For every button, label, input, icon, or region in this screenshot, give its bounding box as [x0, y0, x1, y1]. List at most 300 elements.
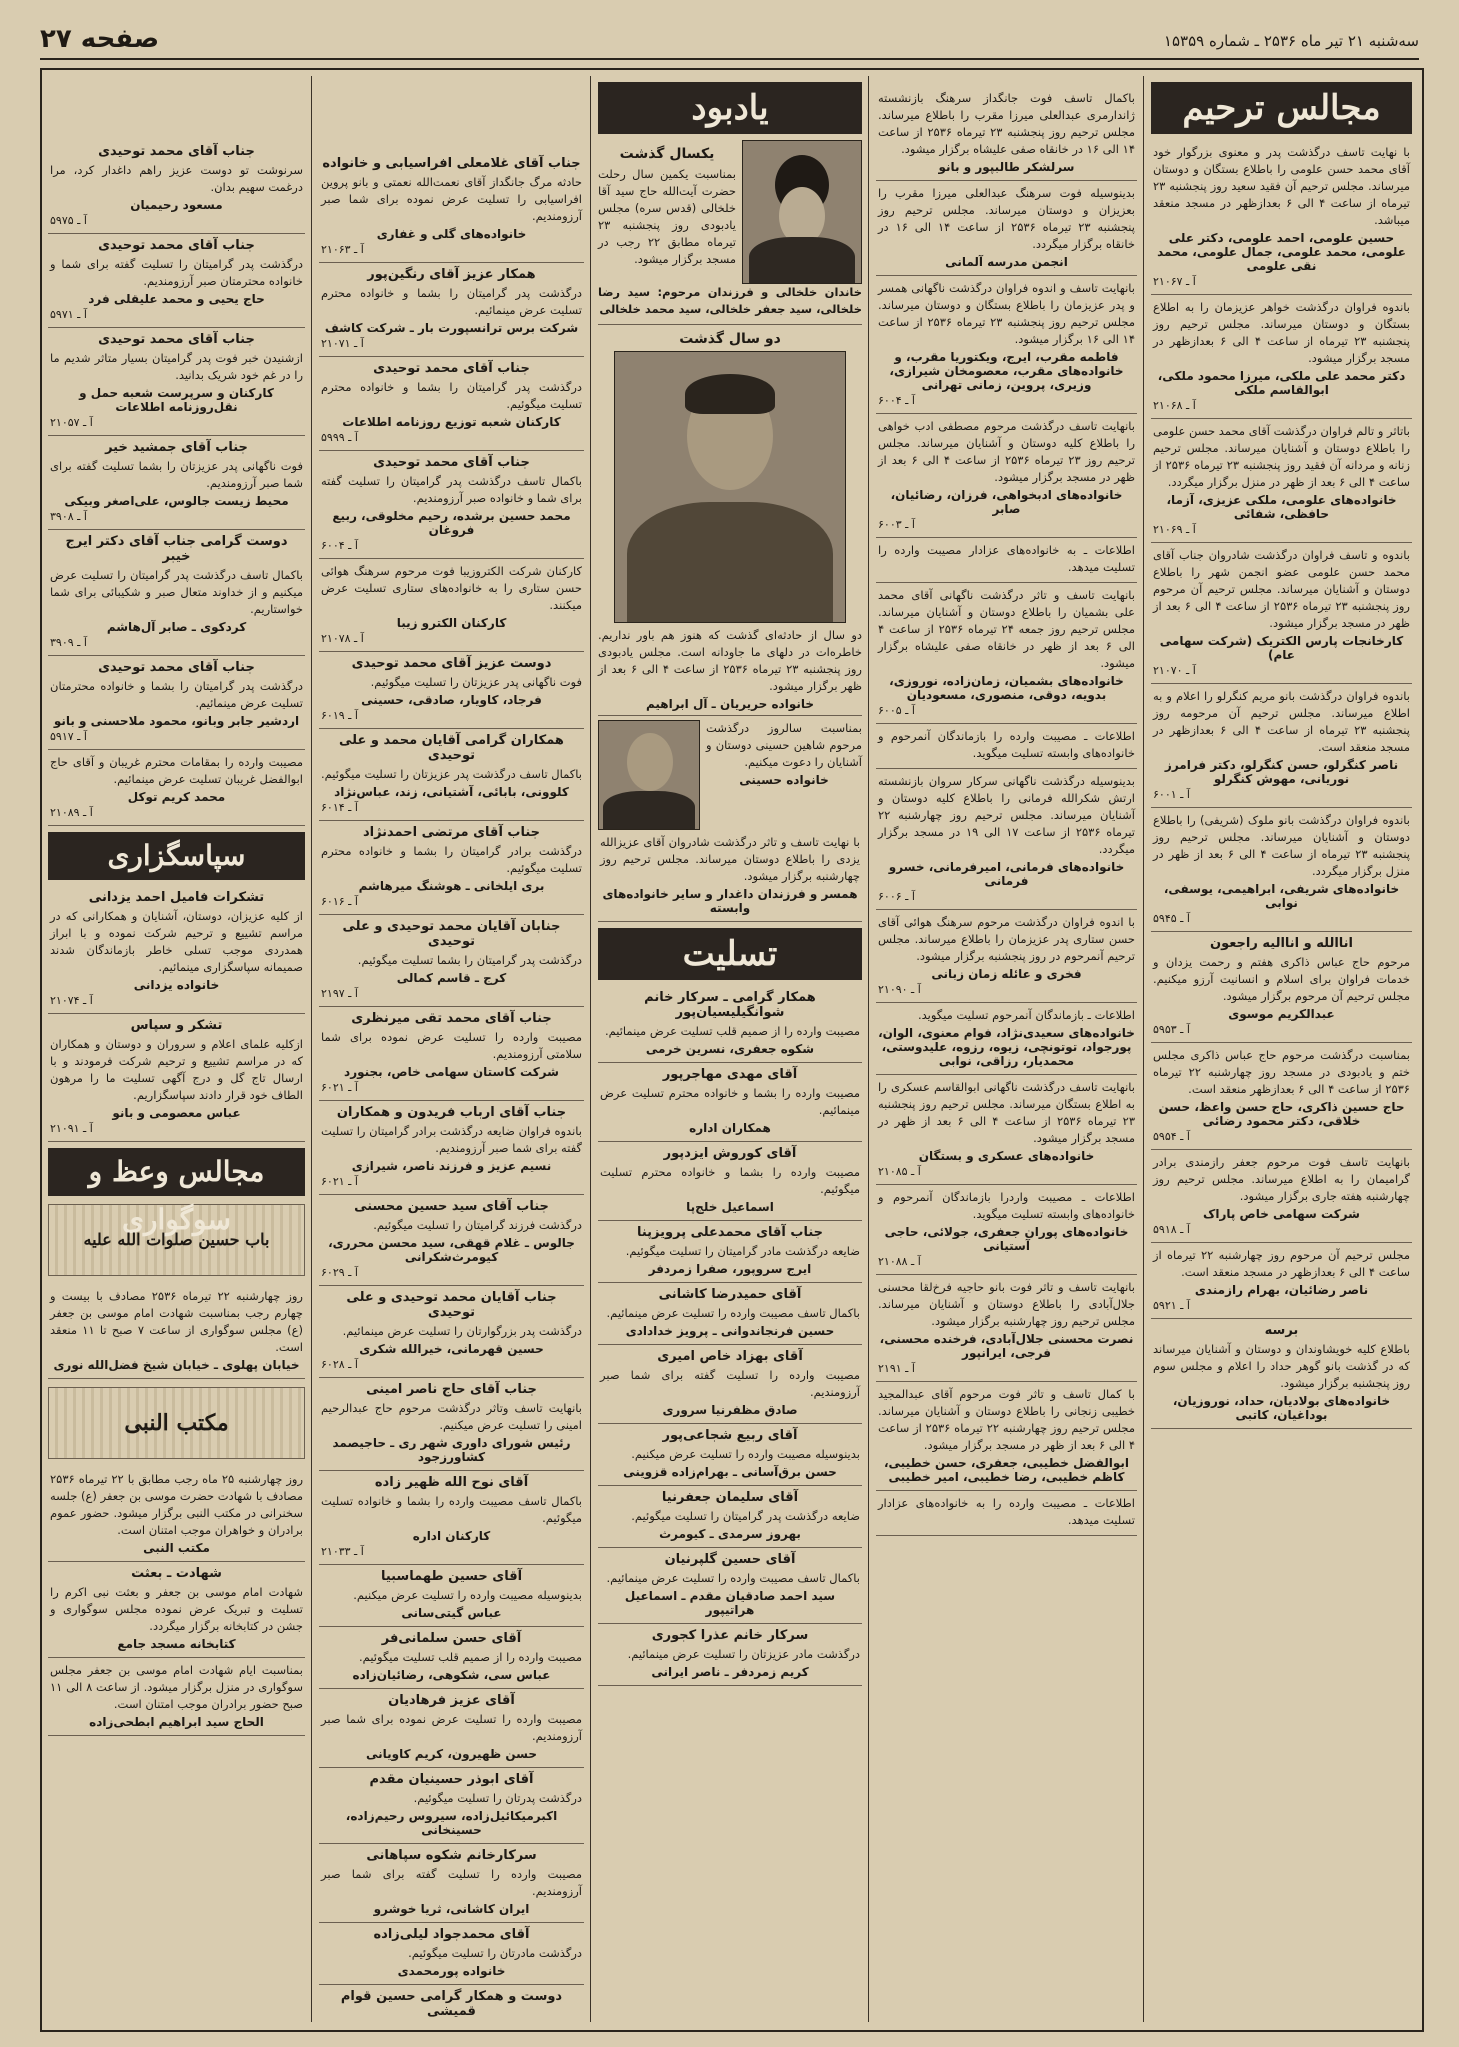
notice-title: دوست عزیز آقای محمد توحیدی: [351, 656, 552, 671]
majales-notice: [876, 538, 1137, 583]
notice-body: بانهایت تاسف وتاثر درگذشت مرحوم حاج عبدالرحیم امینی را تسلیت عرض میکنیم.: [321, 1401, 582, 1432]
notice-sign: رئیس شورای داوری شهر ری ـ حاجیصمد کشاورزجود: [332, 1436, 571, 1464]
notice-sign: شرکت برس ترانسپورت بار ـ شرکت کاشف: [324, 321, 579, 335]
notice-sign: کارکنان الکترو زیبا: [396, 616, 507, 630]
majales-notice: [876, 1382, 1137, 1491]
notice-body: باکمال تاسف فوت جانگداز سرهنگ بازنشسته ژاندارمری عبدالعلی میرزا مقرب را باطلاع میرساند. مجلس ترحیم روز پنجشنبه ۲۳ تیرماه ۲۵۳۶ از ساعت ۱۴ الی ۱۶ در خانقاه صفی علیشاه برگزار میشود.: [878, 91, 1135, 156]
portrait-photo-cleric: [742, 140, 862, 284]
notice-body: با نهایت تاسف درگذشت پدر و معنوی بزرگوار خود آقای محمد حسن علومی را باطلاع بستگان و دوستان میرساند. مجلس ترحیم آن فقید سعید روز پنجشنبه ۲۳ تیرماه از ساعت ۴ الی ۶ بعدازظهر در مسجد منعقد میباشد.: [1153, 145, 1410, 227]
tasliat-notice: [598, 1221, 862, 1283]
majales-notice: [1151, 419, 1412, 543]
tasliat-notice: [319, 559, 584, 652]
notice-sign: شرکت سهامی خاص پاراک: [1203, 1207, 1360, 1221]
majales-notice: [1151, 1043, 1412, 1150]
notice-title: جناب آقای غلامعلی افراسیابی و خانواده: [322, 156, 581, 171]
notice-title: آقای مهدی مهاجرپور: [662, 1067, 798, 1082]
yadbood-sign-3: خانواده حسینی: [739, 773, 829, 787]
notice-code: آ ـ ۶۰۲۹: [321, 1266, 358, 1279]
notice-sign: ابوالفضل خطیبی، جعفری، حسن خطیبی، کاظم خطیبی، رضا خطیبی، امیر خطیبی: [883, 1456, 1130, 1484]
notice-title: جناب آقای جمشید خیر: [105, 440, 248, 455]
tasliat-notice: [319, 152, 584, 263]
tasliat-notice: [319, 915, 584, 1007]
notice-title: آقای بهزاد خاص امیری: [657, 1349, 803, 1364]
notice-body: بانهایت تاسف و تاثر فوت بانو حاجیه فرخ‌لقا محسنی جلال‌آبادی را باطلاع دوستان و آشنایان میرساند. مجلس ترحیم روز چهارشنبه برگزار میشود.: [878, 1280, 1135, 1328]
majales-notice: [876, 414, 1137, 538]
notice-code: آ ـ ۲۱۰۶۸: [1153, 399, 1196, 412]
notice-sign: بهروز سرمدی ـ کیومرث: [659, 1527, 801, 1541]
tasliat-notice: [48, 750, 305, 826]
notice-code: آ ـ ۶۰۲۸: [321, 1358, 358, 1371]
notice-sign: الحاج سید ابراهیم ابطحی‌زاده: [89, 1715, 264, 1729]
notice-sign: خانواده‌های بولادیان، حداد، نوروزیان، بوداغیان، کاتبی: [1172, 1394, 1391, 1422]
yadbood-text-2: دو سال از حادثه‌ای گذشت که هنوز هم باور نداریم. خاطره‌ات در دلهای ما جاودانه است. مجلس یادبودی روز پنجشنبه ۲۳ تیرماه ۲۵۳۶ از ساعت ۴ الی ۶ بعد از ظهر برگزار میشود.: [598, 628, 862, 693]
notice-title: تشکرات فامیل احمد یزدانی: [88, 890, 265, 905]
column-majales-2: [870, 76, 1143, 2022]
notice-body: بدینوسیله فوت سرهنگ عبدالعلی میرزا مقرب را بعزیزان و دوستان میرساند. مجلس ترحیم روز پنجشنبه ۲۳ تیرماه ۲۵۳۶ از ساعت ۱۴ الی ۱۶ در خانقاه برگزار میگردد.: [878, 186, 1135, 251]
notice-body: درگذشت برادر گرامیتان را بشما و خانواده محترم تسلیت میگوئیم.: [321, 844, 582, 875]
notice-sign: خانواده‌های علومی، ملکی عزیزی، آزما، حافظی، شفائی: [1166, 493, 1397, 521]
notice-body: اطلاعات ـ بازماندگان آنمرحوم تسلیت میگوید.: [917, 1008, 1135, 1022]
majales-notice: [1151, 808, 1412, 932]
notice-body: ازکلیه علمای اعلام و سروران و دوستان و همکاران که در مراسم تشییع و ترحیم شرکت فرمودند و با ارسال تاج گل و درج آگهی تسلیت ما را مرهون الطاف خود قرار دادند سپاسگزاریم.: [50, 1037, 303, 1102]
tasliat-notice: [598, 1142, 862, 1221]
notice-sign: مکتب النبی: [143, 1541, 210, 1555]
notice-sign: بری ایلخانی ـ هوشنگ میرهاشم: [358, 879, 545, 893]
notice-code: آ ـ ۲۱۰۳۳: [321, 1545, 364, 1558]
tasliat-notice: [48, 1467, 305, 1562]
notice-body: بمناسبت درگذشت مرحوم حاج عباس ذاکری مجلس ختم و یادبودی در مسجد روز چهارشنبه ۲۲ تیرماه ۲۵۳۶ از ساعت ۴ الی ۶ بعدازظهر منعقد است.: [1153, 1048, 1410, 1096]
notice-code: آ ـ ۵۹۵۳: [1153, 1023, 1190, 1036]
tasliat-notice: [319, 1627, 584, 1689]
notice-title: جناب آقای محمد توحیدی: [98, 660, 255, 675]
notice-sign: خانواده‌های شریفی، ابراهیمی، یوسفی، نوابی: [1163, 882, 1400, 910]
notice-title: جناب آقای سید حسین محسنی: [354, 1199, 549, 1214]
notice-body: درگذشت مادرتان را تسلیت میگوئیم.: [408, 1946, 582, 1960]
notice-title: جناب آقای محمد توحیدی: [98, 144, 255, 159]
notice-sign: سید احمد صادقیان مقدم ـ اسماعیل هراتیپور: [624, 1589, 836, 1617]
notice-sign: ناصر کنگرلو، حسن کنگرلو، دکتر فرامرز نوریانی، مهوش کنگرلو: [1164, 758, 1399, 786]
notice-sign: حسین قهرمانی، خیرالله شکری: [359, 1342, 544, 1356]
notice-body: ضایعه درگذشت پدر گرامیتان را تسلیت میگوئیم.: [631, 1509, 860, 1523]
tasliat-notice: [48, 656, 305, 750]
notice-body: با کمال تاسف و تاثر فوت مرحوم آقای عبدالمجید خطیبی زنجانی را باطلاع دوستان و آشنایان میرساند. مجلس ترحیم روز چهارشنبه ۲۲ تیرماه ۲۵۳۶ از ساعت ۴ الی ۶ بعد از ظهر در مسجد برگزار میشود.: [878, 1387, 1135, 1452]
notice-title: جناب آقای محمد توحیدی: [373, 455, 530, 470]
portrait-photo-man: [598, 720, 700, 830]
tasliat-notice: [319, 1923, 584, 1985]
majales-notice: [1151, 1150, 1412, 1243]
notice-body: باتاثر و تالم فراوان درگذشت آقای محمد حسن علومی را باطلاع دوستان و آشنایان میرساند. مجلس ترحیم زنانه و مردانه آن فقید روز پنجشنبه ۲۳ تیرماه ۲۵۳۶ از ساعت ۴ الی ۶ بعد از ظهر در منزل برگزار میگردد.: [1153, 424, 1410, 489]
notice-sign: شکوه جعفری، نسرین خرمی: [645, 1042, 815, 1056]
notice-body: درگذشت پدر گرامیتان را بشما و خانواده محترمتان تسلیت عرض مینمائیم.: [50, 679, 303, 710]
notice-body: درگذشت پدر گرامیتان را بشما و خانواده محترم تسلیت عرض مینمائیم.: [321, 286, 582, 317]
notice-body: بدینوسیله مصیبت وارده را تسلیت عرض میکنیم.: [631, 1447, 860, 1461]
notice-body: مصیبت وارده را از صمیم قلب تسلیت عرض مینمائیم.: [604, 1024, 860, 1038]
notice-title: همکار عزیز آقای رنگین‌پور: [367, 267, 536, 282]
notice-body: مصیبت وارده را بشما و خانواده محترم تسلیت میگوئیم.: [600, 1165, 860, 1196]
notice-sign: اردشیر جابر وبانو، محمود ملاحسنی و بانو: [53, 714, 300, 728]
notice-body: روز چهارشنبه ۲۵ ماه رجب مطابق با ۲۲ تیرماه ۲۵۳۶ مصادف با شهادت حضرت موسی بن جعفر (ع) جلسه سخنرانی در مکتب النبی برگزار میشود. حضور عموم برادران و خواهران موجب امتنان است.: [50, 1472, 303, 1537]
notice-sign: خانواده‌های بشمیان، زمان‌زاده، نوروزی، بدویه، دوقی، منصوری، مسعودیان: [889, 674, 1124, 702]
notice-sign: خیابان پهلوی ـ خیابان شیخ فضل‌الله نوری: [53, 1358, 300, 1372]
tasliat-notice: [319, 357, 584, 451]
section-banner-vaz: مجالس وعظ و: [48, 1148, 305, 1196]
notice-sign: فرجاد، کاویار، صادقی، حسینی: [361, 693, 542, 707]
notice-sign: کردکوی ـ صابر آل‌هاشم: [106, 620, 247, 634]
notice-body: مصیبت وارده را تسلیت گفته برای شما صبر آرزومندیم.: [600, 1368, 860, 1399]
tasliat-notice: [598, 1548, 862, 1624]
notice-sign: حاج یحیی و محمد علیقلی فرد: [88, 292, 265, 306]
majales-notice: [1151, 1243, 1412, 1319]
notice-sign: فاطمه مقرب، ایرج، ویکتوریا مقرب، و خانواده‌های مقرب، معصومخان شیرازی، وزیری، پروین، زمانی تهرانی: [889, 350, 1124, 392]
notice-sign: انجمن مدرسه آلمانی: [945, 255, 1068, 269]
notice-code: آ ـ ۲۱۰۸۵: [878, 1165, 921, 1178]
yadbood-sign-1: خاندان خلخالی و فرزندان مرحوم: سید رضا خلخالی، سید جعفر خلخالی، سید محمد خلخالی: [598, 284, 862, 325]
notice-sign: حسن برق‌آسانی ـ بهرام‌زاده قزوینی: [623, 1465, 837, 1479]
notice-body: مصیبت وارده را تسلیت عرض نموده برای شما صبر آرزومندیم.: [321, 1712, 582, 1743]
notice-code: آ ـ ۶۰۰۳: [878, 518, 915, 531]
notice-code: آ ـ ۶۰۱۴: [321, 801, 358, 814]
notice-sign: کارکنان اداره: [412, 1529, 491, 1543]
notice-body: مصیبت وارده را تسلیت گفته برای شما صبر آرزومندیم.: [321, 1867, 582, 1898]
notice-body: مصیبت وارده را از صمیم قلب تسلیت میگوئیم.: [359, 1650, 582, 1664]
yadbood-text-3: بمناسبت سالروز درگذشت مرحوم شاهین حسینی دوستان و آشنایان را دعوت میکنیم.: [706, 721, 862, 769]
tasliat-notice: [319, 1768, 584, 1844]
notice-body: کارکنان شرکت الکتروزیبا فوت مرحوم سرهنگ هوائی حسن ستاری را به خانواده‌های ستاری تسلیت عرض میکنند.: [321, 564, 582, 612]
notice-body: باکمال تاسف مصیبت وارده را تسلیت عرض مینمائیم.: [606, 1571, 860, 1585]
notice-body: درگذشت فرزند گرامیتان را تسلیت میگوئیم.: [373, 1218, 582, 1232]
tasliat-notice: [319, 821, 584, 915]
notice-code: آ ـ ۲۱۰۵۷: [50, 416, 93, 429]
majales-notice: [876, 769, 1137, 910]
notice-body: از کلیه عزیزان، دوستان، آشنایان و همکارانی که در مراسم تشییع و ترحیم شرکت نموده و با ابراز همدردی موجب تسلی خاطر بازماندگان شدند صمیمانه سپاسگزاری مینمائیم.: [50, 909, 303, 974]
tasliat-notice: [598, 1486, 862, 1548]
tasliat-notice: [319, 1007, 584, 1101]
notice-sign: کارخانجات پارس الکتریک (شرکت سهامی عام): [1159, 634, 1404, 662]
notice-body: باندوه فراوان درگذشت خواهر عزیزمان را به اطلاع بستگان و دوستان میرساند. مجلس ترحیم روز پنجشنبه ۲۳ تیرماه از ساعت ۴ الی ۶ بعدازظهر در مسجد برگزار میشود.: [1153, 300, 1410, 365]
notice-sign: صادق مظفرنیا سروری: [662, 1403, 798, 1417]
majales-notice: [1151, 1319, 1412, 1429]
tasliat-notice: [319, 1101, 584, 1195]
mid-notice: با نهایت تاسف و تاثر درگذشت شادروان آقای عزیزالله یزدی را باطلاع دوستان میرساند. مجلس ترحیم روز چهارشنبه برگزار میشود. همسر و فرزندان داغدار و سایر خانواده‌های وابسته: [598, 830, 862, 922]
notice-body: با اندوه فراوان درگذشت مرحوم سرهنگ هوائی آقای حسن ستاری پدر عزیزمان را باطلاع میرساند. مجلس ترحیم آنمرحوم در روز پنجشنبه برگزار میشود.: [878, 915, 1135, 963]
majales-notice: [876, 276, 1137, 414]
notice-code: آ ـ ۵۹۴۵: [1153, 912, 1190, 925]
page-header: [40, 18, 1419, 60]
notice-title: جناب آقایان محمد توحیدی و علی توحیدی: [346, 1290, 557, 1320]
notice-body: باندوه فراوان ضایعه درگذشت برادر گرامیتان را تسلیت گفته برای شما صبر آرزومندیم.: [321, 1124, 582, 1155]
notice-code: آ ـ ۲۱۰۷۱: [321, 337, 364, 350]
notice-sign: خانواده‌های گلی و غفاری: [376, 227, 527, 241]
notice-title: آقای سلیمان جعفرنیا: [661, 1490, 799, 1505]
notice-title: آقای ربیع شجاعی‌پور: [662, 1428, 798, 1443]
notice-title: همکار گرامی ـ سرکار خانم شوانگیلیسیان‌پور: [644, 990, 816, 1020]
notice-body: باندوه فراوان درگذشت بانو مریم کنگرلو را اعلام و به اطلاع میرساند. مجلس ترحیم آن مرحومه روز پنجشنبه ۲۳ تیرماه از ساعت ۴ الی ۶ بعدازظهر در مسجد منعقد است.: [1153, 689, 1410, 754]
column-tasliat: [42, 76, 311, 2022]
tasliat-notice: [598, 1624, 862, 1686]
notice-sign: مسعود رحیمیان: [130, 198, 223, 212]
tasliat-notice: [319, 263, 584, 357]
notice-title: اناالله و اناالیه راجعون: [1209, 936, 1354, 951]
notice-code: آ ـ ۵۹۷۵: [50, 214, 87, 227]
notice-body: درگذشت پدر گرامیتان را بشما تسلیت میگوئیم.: [357, 953, 582, 967]
notice-body: درگذشت پدرتان را تسلیت میگوئیم.: [413, 1791, 582, 1805]
notice-code: آ ـ ۶۰۰۴: [321, 539, 358, 552]
notice-sign: حسین علومی، احمد علومی، دکتر علی علومی، محمد علومی، جمال علومی، محمد نقی علومی: [1157, 231, 1406, 273]
tasliat-notice: [48, 140, 305, 234]
tasliat-notice: [319, 1195, 584, 1286]
notice-code: آ ـ ۲۱۰۹۰: [878, 983, 921, 996]
portrait-photo-officer: [614, 351, 846, 623]
majales-notice: [876, 724, 1137, 769]
notice-code: آ ـ ۶۰۰۱: [1153, 788, 1190, 801]
notice-title: جناب آقای مرتضی احمدنژاد: [362, 825, 541, 840]
notice-code: آ ـ ۵۹۱۷: [50, 730, 87, 743]
notice-body: سرنوشت تو دوست عزیز راهم داغدار کرد، مرا درغمت سهیم بدان.: [50, 163, 303, 194]
notice-title: سرکار خانم عذرا کجوری: [651, 1628, 809, 1643]
notice-code: آ ـ ۶۰۰۵: [878, 704, 915, 717]
notice-title: آقای ابوذر حسینیان مقدم: [369, 1772, 534, 1787]
section-banner-tasliat-mid: تسلیت: [598, 928, 862, 980]
notice-body: مصیبت وارده را بمقامات محترم غریبان و آقای حاج ابوالفضل غریبان تسلیت عرض مینمائیم.: [50, 755, 303, 786]
notice-title: سرکارخانم شکوه سپاهانی: [366, 1848, 537, 1863]
notice-title: تشکر و سپاس: [130, 1018, 223, 1033]
notice-title: آقای محمدجواد لیلی‌زاده: [373, 1927, 530, 1942]
notice-body: روز چهارشنبه ۲۲ تیرماه ۲۵۳۶ مصادف با بیست و چهارم رجب بمناسبت شهادت امام موسی بن جعفر (ع) مجلس سوگواری از ساعت ۷ صبح تا ۱۱ منعقد است.: [50, 1289, 303, 1354]
notice-title: همکاران گرامی آقایان محمد و علی توحیدی: [339, 733, 564, 763]
notice-sign: حسن ظهیرون، کریم کاویانی: [366, 1747, 537, 1761]
notice-sign: خانواده‌های فرمانی، امیرفرمانی، خسرو فرمانی: [888, 860, 1125, 888]
notice-sign: محمد کریم توکل: [127, 790, 226, 804]
tasliat-notice: [48, 1014, 305, 1142]
notice-sign: ایران کاشانی، ثریا خوشرو: [373, 1902, 530, 1916]
notice-sign: خانواده‌های سعیدی‌نژاد، فوام معنوی، الوان، پورجواد، توتونچی، زیوه، رزوه، علیدوستی، محمدیار، رزاقی، نوابی: [878, 1026, 1135, 1068]
notice-title: آقای حمیدرضا کاشانی: [658, 1287, 802, 1302]
tasliat-notice: [319, 1471, 584, 1565]
majales-notice: [876, 1491, 1137, 1536]
notice-sign: کتابخانه مسجد جامع: [117, 1637, 236, 1651]
notice-sign: خانواده‌های ادبخواهی، فرزان، رضائیان، صابر: [890, 488, 1123, 516]
notice-body: اطلاعات ـ مصیبت واردرا بازماندگان آنمرحوم و خانواده‌های وابسته تسلیت میگوید.: [878, 1190, 1135, 1221]
column-tasliat-2: [313, 76, 590, 2022]
majales-notice: [876, 910, 1137, 1003]
section-banner-majales: مجالس ترحیم: [1151, 82, 1412, 134]
notice-sign: ایرج سروپور، صفرا زمردفر: [648, 1262, 812, 1276]
notice-code: آ ـ ۶۰۱۶: [321, 895, 358, 908]
notice-body: باکمال تاسف مصیبت وارده را تسلیت عرض مینمائیم.: [606, 1306, 860, 1320]
notice-code: آ ـ ۲۱۰۷۸: [321, 632, 364, 645]
tasliat-notice: [319, 1844, 584, 1923]
issue-date: سه‌شنبه ۲۱ تیر ماه ۲۵۳۶ ـ شماره ۱۵۳۵۹: [1163, 32, 1419, 50]
tasliat-notice: [319, 1565, 584, 1627]
notice-body: مجلس ترحیم آن مرحوم روز چهارشنبه ۲۲ تیرماه از ساعت ۴ الی ۶ بعدازظهر در مسجد منعقد است.: [1153, 1248, 1410, 1279]
tasliat-notice: [48, 328, 305, 436]
notice-title: جناب آقای محمدعلی پرویزپنا: [636, 1225, 824, 1240]
notice-body: مرحوم حاج عباس ذاکری هفتم و رحمت یزدان و خدمات فراوان برای اسلام و انسانیت آرزو میکنیم. مجلس ترحیم آن مرحوم برگزار میشود.: [1153, 955, 1410, 1003]
tasliat-notice: [48, 886, 305, 1014]
notice-body: بانهایت تاسف و اندوه فراوان درگذشت ناگهانی همسر و پدر عزیزمان را باطلاع بستگان و دوستان میرساند. مجلس ترحیم روز پنجشنبه ۲۳ تیرماه ۲۵۳۶ از ساعت ۱۴ الی ۱۶ برگزار میشود.: [878, 281, 1135, 346]
column-majales: [1145, 76, 1418, 2022]
notice-title: جناب آقای محمد توحیدی: [98, 238, 255, 253]
notice-body: مصیبت وارده را تسلیت عرض نموده برای شما سلامتی آرزومندیم.: [321, 1030, 582, 1061]
notice-title: آقای حسین طهماسبیا: [380, 1569, 523, 1584]
notice-sign: نصرت محسنی جلال‌آبادی، فرخنده محسنی، فرجی، ایرانپور: [879, 1332, 1134, 1360]
section-banner-sepas: سپاسگزاری: [48, 832, 305, 880]
yadbood-sign-2: خانواده حریریان ـ آل ابراهیم: [598, 697, 862, 716]
page-number: صفحه ۲۷: [40, 24, 160, 54]
notice-title: آقای حسن سلمانی‌فر: [381, 1631, 522, 1646]
tasliat-notice: [319, 451, 584, 559]
notice-body: اطلاعات ـ مصیبت وارده را بازماندگان آنمرحوم و خانواده‌های وابسته تسلیت میگوید.: [878, 729, 1135, 760]
notice-code: آ ـ ۲۱۰۷۴: [50, 994, 93, 1007]
notice-code: آ ـ ۲۱۰۷۰: [1153, 664, 1196, 677]
notice-sign: نسیم عزیز و فرزند ناصر، شیرازی: [351, 1159, 552, 1173]
notice-code: آ ـ ۲۱۰۸۹: [50, 806, 93, 819]
notice-body: بدینوسیله درگذشت ناگهانی سرکار سروان بازنشسته ارتش شکرالله فرمانی را باطلاع کلیه دوستان و آشنایان میرساند. مجلس ترحیم روز چهارشنبه ۲۲ تیرماه ۲۵۳۶ از ساعت ۱۷ الی ۱۹ در مسجد برگزار میگردد.: [878, 774, 1135, 856]
notice-body: بدینوسیله مصیبت وارده را تسلیت عرض میکنیم.: [353, 1588, 582, 1602]
notice-code: آ ـ ۶۰۰۴: [878, 394, 915, 407]
notice-body: درگذشت مادر عزیزتان را تسلیت عرض مینمائیم.: [627, 1647, 860, 1661]
tasliat-notice: [319, 1689, 584, 1768]
tasliat-notice: [598, 986, 862, 1063]
notice-code: آ ـ ۶۰۲۱: [321, 1175, 358, 1188]
notice-sign: کرج ـ قاسم کمالی: [396, 971, 507, 985]
notice-sign: شرکت کاستان سهامی خاص، بجنورد: [344, 1065, 559, 1079]
notice-body: درگذشت پدر بزرگوارتان را تسلیت عرض مینمائیم.: [342, 1324, 582, 1338]
notice-body: ضایعه درگذشت مادر گرامیتان را تسلیت میگوئیم.: [625, 1244, 860, 1258]
notice-sign: عباس معصومی و بانو: [112, 1106, 241, 1120]
notice-code: آ ـ ۵۹۵۴: [1153, 1130, 1190, 1143]
notice-code: آ ـ ۳۹۰۹: [50, 636, 87, 649]
notice-body: ازشنیدن خبر فوت پدر گرامیتان بسیار متاثر شدیم ما را در غم خود شریک بدانید.: [50, 351, 303, 382]
majales-notice: [1151, 684, 1412, 808]
section-banner-yadbood: یادبود: [598, 82, 862, 134]
notice-sign: ناصر رضائیان، بهرام رازمندی: [1194, 1283, 1369, 1297]
notice-body: درگذشت پدر گرامیتان را بشما و خانواده محترم تسلیت میگوئیم.: [321, 380, 582, 411]
tasliat-notice: [319, 729, 584, 821]
notice-title: آقای نوح الله ظهیر زاده: [374, 1475, 529, 1490]
column-yadbood: [592, 76, 868, 2022]
notice-title: جناب آقای ارباب فریدون و همکاران: [336, 1105, 567, 1120]
notice-sign: عباس سی، شکوهی، رضائیان‌زاده: [352, 1668, 551, 1682]
tasliat-notice: [48, 1562, 305, 1658]
notice-body: باکمال تاسف درگذشت پدر عزیزتان را تسلیت میگوئیم.: [320, 767, 582, 781]
notice-title: آقای عزیز فرهادیان: [388, 1693, 515, 1708]
notice-sign: خانواده‌های عسکری و بستگان: [918, 1149, 1095, 1163]
notice-sign: حسین فرنجاندوانی ـ پرویز خدادادی: [625, 1324, 835, 1338]
notice-sign: فخری و عائله زمان زبانی: [931, 967, 1082, 981]
notice-title: جناب آقای حاج ناصر امینی: [366, 1382, 537, 1397]
notice-sign: خانواده‌های پوران جعفری، جولائی، حاجی آستیانی: [884, 1225, 1129, 1253]
notice-sign: اکبرمیکائیل‌زاده، سیروس رحیم‌زاده، حسینخانی: [345, 1809, 558, 1837]
tasliat-notice: [48, 436, 305, 530]
notice-code: آ ـ ۵۹۱۸: [1153, 1223, 1190, 1236]
notice-sign: خانواده یزدانی: [133, 978, 220, 992]
notice-title: دوست و همکار گرامی حسین قوام قمیشی: [340, 1989, 563, 2019]
majales-notice: [1151, 543, 1412, 684]
notice-code: آ ـ ۵۹۷۱: [50, 308, 87, 321]
tasliat-notice: [319, 652, 584, 729]
notice-body: باکمال تاسف درگذشت پدر گرامیتان را تسلیت گفته برای شما و خانواده صبر آرزومندیم.: [321, 474, 582, 505]
notice-sign: اسماعیل خلج‌پا: [686, 1200, 774, 1214]
notice-sign: عبدالکریم موسوی: [1228, 1007, 1335, 1021]
tasliat-notice: [598, 1063, 862, 1142]
notice-sign: محمد حسین برشده، رحیم مخلوقی، ربیع فروغان: [332, 509, 571, 537]
tasliat-notice: [48, 530, 305, 656]
tasliat-notice: [598, 1424, 862, 1486]
majales-notice: [876, 181, 1137, 276]
notice-code: آ ـ ۲۱۰۶۹: [1153, 523, 1196, 536]
tasliat-notice: [319, 1286, 584, 1378]
notice-code: آ ـ ۲۱۰۹۱: [50, 1122, 93, 1135]
tasliat-notice: [319, 1985, 584, 2022]
notice-sign: کلوونی، بابائی، آشتیانی، زند، عباس‌نژاد: [334, 785, 569, 799]
majales-notice: [876, 583, 1137, 724]
notice-body: اطلاعات ـ به خانواده‌های عزادار مصیبت وارده را تسلیت میدهد.: [878, 543, 1135, 574]
tasliat-notice: [319, 1378, 584, 1471]
notice-body: مصیبت وارده را بشما و خانواده محترم تسلیت عرض مینمائیم.: [600, 1086, 860, 1117]
notice-body: باطلاع کلیه خویشاوندان و دوستان و آشنایان میرساند که در گذشت بانو گوهر حداد را اعلام و مجلس سوم روز پنجشنبه برگزار میشود.: [1153, 1342, 1410, 1390]
notice-sign: سرلشکر طالبپور و بانو: [938, 160, 1075, 174]
notice-code: آ ـ ۲۱۰۸۸: [878, 1255, 921, 1268]
majales-notice: [876, 1185, 1137, 1275]
notice-body: باکمال تاسف مصیبت وارده را بشما و خانواده تسلیت میگوئیم.: [321, 1494, 582, 1525]
notice-title: جناب آقای محمد توحیدی: [98, 332, 255, 347]
notice-code: آ ـ ۲۱۰۶۳: [321, 243, 364, 256]
notice-sign: خانواده پورمحمدی: [397, 1964, 506, 1978]
notice-sign: حاج حسین ذاکری، حاج حسن واعظ، حسن خلاقی، دکتر محمود رضائی: [1158, 1100, 1405, 1128]
notice-sign: همکاران اداره: [689, 1121, 771, 1135]
notice-body: باکمال تاسف درگذشت پدر گرامیتان را تسلیت عرض میکنیم و از خداوند متعال صبر و شکیبائی برای شما خواستاریم.: [50, 568, 303, 616]
majales-notice: [1151, 932, 1412, 1043]
yadbood-caption-2: دو سال گذشت: [679, 331, 781, 347]
calligraphy-header-1: باب حسین صلوات الله علیه: [48, 1204, 305, 1276]
yadbood-text-1: بمناسبت یکمین سال رحلت حضرت آیت‌الله حاج سید آقا خلخالی (قدس سره) مجلس یادبودی روز پنجشنبه ۲۳ تیرماه مطابق ۲۲ رجب در مسجد برگزار میشود.: [598, 167, 736, 266]
notice-body: درگذشت پدر گرامیتان را تسلیت گفته برای شما و خانواده محترمتان صبر آرزومندیم.: [50, 257, 303, 288]
notice-body: باندوه و تاسف فراوان درگذشت شادروان جناب آقای محمد حسن علومی عضو انجمن شهر را باطلاع دوستان و آشنایان میرساند. مجلس ترحیم آن مرحوم روز پنجشنبه ۲۳ تیرماه ۲۵۳۶ از ساعت ۴ الی ۶ بعد از ظهر در مسجد برگزار میشود.: [1153, 548, 1410, 630]
notice-code: آ ـ ۲۱۰۶۷: [1153, 275, 1196, 288]
notice-body: اطلاعات ـ مصیبت وارده را به خانواده‌های عزادار تسلیت میدهد.: [878, 1496, 1135, 1527]
majales-notice: [876, 1003, 1137, 1075]
tasliat-notice: [598, 1283, 862, 1345]
notice-title: دوست گرامی جناب آقای دکتر ایرج خیبر: [65, 534, 288, 564]
notice-sign: دکتر محمد علی ملکی، میرزا محمود ملکی، ابوالقاسم ملکی: [1157, 369, 1406, 397]
notice-code: آ ـ ۵۹۲۱: [1153, 1299, 1190, 1312]
notice-code: آ ـ ۲۱۹۷: [321, 987, 358, 1000]
tasliat-notice: [48, 234, 305, 328]
notice-body: شهادت امام موسی بن جعفر و بعثت نبی اکرم را تسلیت و تبریک عرض نموده مجلس سوگواری و جشن در کتابخانه برگزار میگردد.: [50, 1585, 303, 1633]
notice-code: آ ـ ۶۰۱۹: [321, 709, 358, 722]
notice-body: بانهایت تاسف و تاثر درگذشت ناگهانی آقای محمد علی بشمیان را باطلاع دوستان و آشنایان میرساند. مجلس ترحیم روز جمعه ۲۴ تیرماه ۲۵۳۶ از ساعت ۴ الی ۶ بعد از ظهر در خانقاه صفی علیشاه برگزار میشود.: [878, 588, 1135, 670]
majales-notice: [876, 86, 1137, 181]
notice-code: آ ـ ۵۹۹۹: [321, 431, 358, 444]
notice-sign: کارکنان شعبه توزیع روزنامه اطلاعات: [342, 415, 561, 429]
notice-code: آ ـ ۶۰۰۶: [878, 890, 915, 903]
notice-title: شهادت ـ بعثت: [131, 1566, 222, 1581]
notice-code: آ ـ ۶۰۲۱: [321, 1081, 358, 1094]
notice-sign: عباس گیتی‌سانی: [401, 1606, 502, 1620]
notice-sign: جالوس ـ غلام قهقی، سید محسن محرری، کیومرث‌شکرانی: [328, 1236, 575, 1264]
notice-title: آقای کوروش ایزدپور: [663, 1146, 797, 1161]
tasliat-notice: [598, 1345, 862, 1424]
notice-code: آ ـ ۳۹۰۸: [50, 510, 87, 523]
notice-body: حادثه مرگ جانگداز آقای نعمت‌الله نعمتی و بانو پروین افراسیابی را تسلیت عرض نموده برای شما صبر آرزومندیم.: [321, 175, 582, 223]
notice-title: آقای حسین گلپرنیان: [664, 1552, 796, 1567]
yadbood-caption-1: یکسال گذشت: [619, 146, 715, 162]
notice-body: فوت ناگهانی پدر عزیزتان را تسلیت میگوئیم.: [370, 675, 582, 689]
notice-title: جناب آقای محمد توحیدی: [373, 361, 530, 376]
tasliat-notice: [48, 1658, 305, 1736]
notice-title: جناب آقای محمد تقی میرنظری: [351, 1011, 552, 1026]
